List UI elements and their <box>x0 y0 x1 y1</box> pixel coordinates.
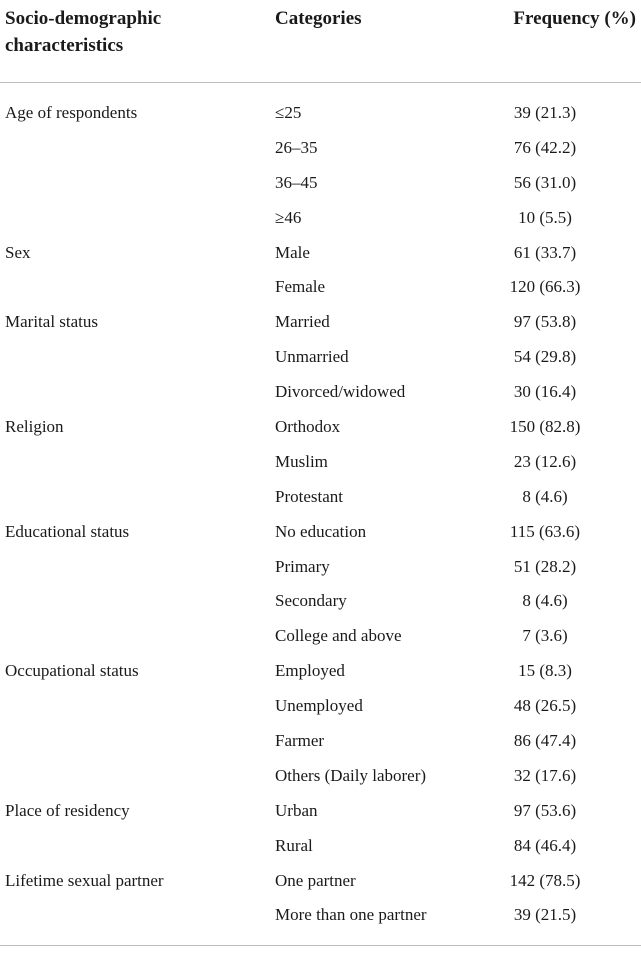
table-row <box>0 131 641 166</box>
cell-category: Muslim <box>275 451 328 471</box>
cell-frequency: 150 (82.8) <box>509 417 581 437</box>
cell-frequency: 76 (42.2) <box>513 137 577 157</box>
table-row <box>0 201 641 236</box>
table-row <box>0 410 641 445</box>
table-row <box>0 480 641 515</box>
cell-category: 36–45 <box>275 172 318 192</box>
cell-category: No education <box>275 521 367 541</box>
cell-characteristic: Marital status <box>5 312 99 332</box>
cell-frequency: 39 (21.5) <box>513 905 577 925</box>
cell-frequency: 48 (26.5) <box>513 696 577 716</box>
cell-frequency: 97 (53.8) <box>513 312 577 332</box>
table-row <box>0 584 641 619</box>
table-row <box>0 375 641 410</box>
table-row <box>0 689 641 724</box>
cell-characteristic: Place of residency <box>5 800 130 820</box>
header-characteristic: Socio-demographic characteristics <box>5 8 162 56</box>
cell-frequency: 23 (12.6) <box>513 451 577 471</box>
cell-category: ≤25 <box>275 103 302 122</box>
cell-category: Protestant <box>275 486 343 506</box>
cell-frequency: 54 (29.8) <box>513 347 577 367</box>
table-row <box>0 445 641 480</box>
table-row <box>0 270 641 305</box>
cell-frequency: 84 (46.4) <box>513 835 577 855</box>
cell-category: Female <box>275 277 326 297</box>
cell-category: Unmarried <box>275 347 349 367</box>
cell-category: Rural <box>275 835 313 855</box>
table-row <box>0 829 641 864</box>
cell-category: One partner <box>275 870 356 890</box>
table-body <box>0 96 641 933</box>
cell-frequency: 39 (21.3) <box>513 103 577 122</box>
table-row <box>0 340 641 375</box>
cell-frequency: 51 (28.2) <box>513 556 577 576</box>
cell-category: College and above <box>275 626 402 646</box>
cell-category: 26–35 <box>275 137 318 157</box>
header-frequency: Frequency (%) <box>513 8 636 29</box>
cell-category: Secondary <box>275 591 347 611</box>
cell-category: Male <box>275 242 310 262</box>
cell-category: Others (Daily laborer) <box>275 765 427 785</box>
table-bottom-rule <box>0 945 641 946</box>
cell-category: Employed <box>275 661 345 681</box>
cell-frequency: 7 (3.6) <box>522 626 568 646</box>
cell-characteristic: Religion <box>5 417 64 437</box>
cell-characteristic: Sex <box>5 242 31 262</box>
table-row <box>0 515 641 550</box>
cell-frequency: 97 (53.6) <box>513 800 577 820</box>
cell-characteristic: Lifetime sexual partner <box>5 870 164 890</box>
table-row <box>0 898 641 933</box>
table-row <box>0 166 641 201</box>
cell-frequency: 56 (31.0) <box>513 172 577 192</box>
cell-frequency: 32 (17.6) <box>513 765 577 785</box>
cell-frequency: 115 (63.6) <box>509 521 581 541</box>
cell-frequency: 30 (16.4) <box>513 382 577 402</box>
table-row <box>0 305 641 340</box>
table-row <box>0 96 641 131</box>
header-category: Categories <box>275 8 362 29</box>
cell-frequency: 86 (47.4) <box>513 731 577 751</box>
table-row <box>0 864 641 899</box>
cell-category: Married <box>275 312 330 332</box>
cell-category: Urban <box>275 800 318 820</box>
cell-frequency: 61 (33.7) <box>513 242 577 262</box>
cell-frequency: 142 (78.5) <box>509 870 581 890</box>
cell-frequency: 10 (5.5) <box>518 207 572 227</box>
cell-category: Primary <box>275 556 330 576</box>
cell-category: Unemployed <box>275 696 363 716</box>
cell-category: More than one partner <box>275 905 427 925</box>
table-row <box>0 724 641 759</box>
cell-category: Farmer <box>275 731 325 751</box>
cell-frequency: 8 (4.6) <box>522 591 568 611</box>
cell-characteristic: Educational status <box>5 521 130 541</box>
cell-frequency: 15 (8.3) <box>518 661 572 681</box>
table-row <box>0 759 641 794</box>
cell-frequency: 120 (66.3) <box>509 277 581 297</box>
cell-category: Divorced/widowed <box>275 382 406 402</box>
cell-category: ≥46 <box>275 207 302 227</box>
table-header <box>0 0 641 83</box>
table-row <box>0 550 641 585</box>
cell-frequency: 8 (4.6) <box>522 486 568 506</box>
cell-category: Orthodox <box>275 417 341 437</box>
table-row <box>0 654 641 689</box>
table-row <box>0 236 641 271</box>
table-row <box>0 794 641 829</box>
table-row <box>0 619 641 654</box>
cell-characteristic: Occupational status <box>5 661 139 681</box>
cell-characteristic: Age of respondents <box>5 103 138 122</box>
